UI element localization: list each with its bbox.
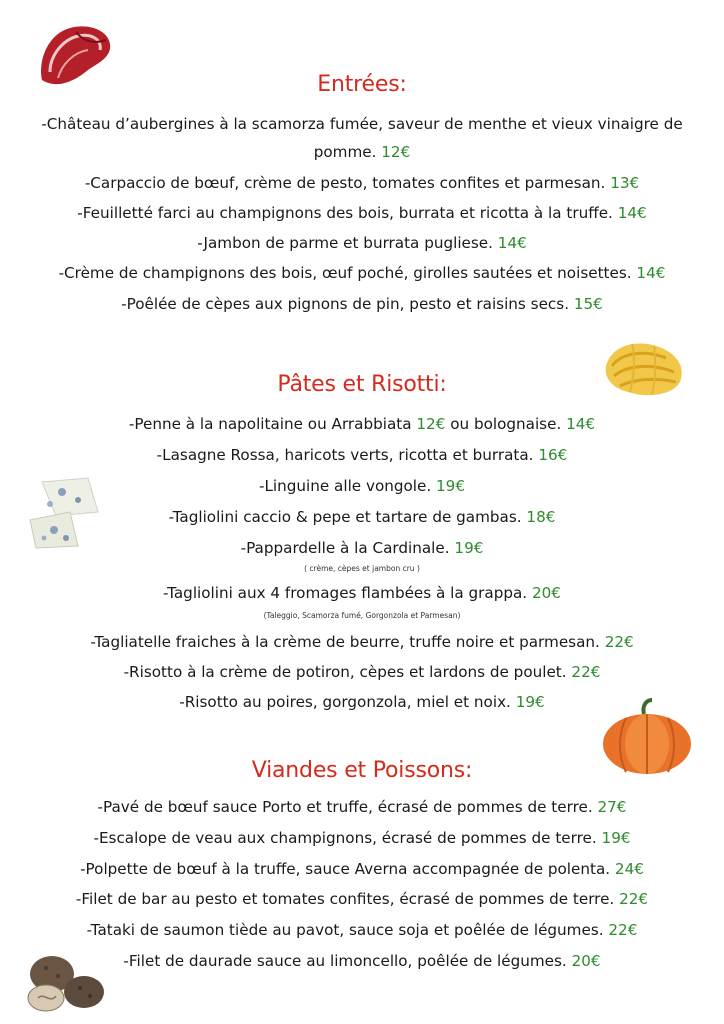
item-note: ( crème, cèpes et jambon cru )	[304, 564, 420, 573]
item-price: 19€	[601, 829, 631, 847]
item-price: 19€	[515, 693, 545, 711]
menu-item: -Tagliolini aux 4 fromages flambées à la grappa. 20€	[163, 584, 561, 602]
menu-item: -Carpaccio de bœuf, crème de pesto, tomates confites et parmesan. 13€	[84, 174, 640, 192]
menu-item: -Crème de champignons des bois, œuf poché, girolles sautées et noisettes. 14€	[58, 264, 666, 282]
menu-item: -Linguine alle vongole. 19€	[258, 477, 466, 495]
item-price: 14€	[617, 204, 647, 222]
item-price: 24€	[614, 860, 644, 878]
item-note: (Taleggio, Scamorza fumé, Gorgonzola et Parmesan)	[263, 611, 461, 620]
item-price: 19€	[454, 539, 484, 557]
menu-item: -Tagliolini caccio & pepe et tartare de gambas. 18€	[168, 508, 556, 526]
menu-item: -Penne à la napolitaine ou Arrabbiata 12€ ou bolognaise. 14€	[128, 415, 596, 433]
item-price: 12€	[416, 415, 446, 433]
item-price: 20€	[571, 952, 601, 970]
menu-item: -Tataki de saumon tiède au pavot, sauce soja et poêlée de légumes. 22€	[86, 921, 638, 939]
menu-item: -Lasagne Rossa, haricots verts, ricotta et burrata. 16€	[156, 446, 568, 464]
menu-item: -Pappardelle à la Cardinale. 19€	[240, 539, 484, 557]
menu-item: -Feuilletté farci au champignons des bois, burrata et ricotta à la truffe. 14€	[77, 204, 647, 222]
item-price: 18€	[526, 508, 556, 526]
item-price: 22€	[619, 890, 649, 908]
item-price: 12€	[381, 143, 411, 161]
section-title-entrees: Entrées:	[317, 72, 407, 97]
item-price: 14€	[566, 415, 596, 433]
menu-item: -Pavé de bœuf sauce Porto et truffe, écrasé de pommes de terre. 27€	[97, 798, 627, 816]
menu-item: -Filet de bar au pesto et tomates confites, écrasé de pommes de terre. 22€	[75, 890, 649, 908]
item-price: 15€	[573, 295, 603, 313]
menu-item: -Jambon de parme et burrata pugliese. 14€	[197, 234, 527, 252]
item-price: 16€	[538, 446, 568, 464]
menu-item: -Polpette de bœuf à la truffe, sauce Averna accompagnée de polenta. 24€	[80, 860, 644, 878]
item-price: 14€	[636, 264, 666, 282]
item-price: 22€	[571, 663, 601, 681]
section-title-pates: Pâtes et Risotti:	[277, 372, 447, 397]
section-title-viandes: Viandes et Poissons:	[251, 758, 473, 783]
menu-item: -Poêlée de cèpes aux pignons de pin, pesto et raisins secs. 15€	[121, 295, 603, 313]
item-price: 22€	[608, 921, 638, 939]
menu-item: -Escalope de veau aux champignons, écrasé de pommes de terre. 19€	[93, 829, 631, 847]
menu-item: -Tagliatelle fraiches à la crème de beurre, truffe noire et parmesan. 22€	[90, 633, 634, 651]
menu-item: -Château d’aubergines à la scamorza fumée, saveur de menthe et vieux vinaigre de	[41, 115, 683, 133]
item-price: 19€	[436, 477, 466, 495]
item-price: 22€	[604, 633, 634, 651]
menu-item: -Risotto à la crème de potiron, cèpes et lardons de poulet. 22€	[123, 663, 601, 681]
item-price: 13€	[610, 174, 640, 192]
menu-item: -Filet de daurade sauce au limoncello, poêlée de légumes. 20€	[123, 952, 601, 970]
item-price: 20€	[531, 584, 561, 602]
item-price: 27€	[597, 798, 627, 816]
menu-item: -Risotto au poires, gorgonzola, miel et noix. 19€	[179, 693, 545, 711]
item-price: 14€	[497, 234, 527, 252]
menu-item: pomme. 12€	[313, 143, 411, 161]
